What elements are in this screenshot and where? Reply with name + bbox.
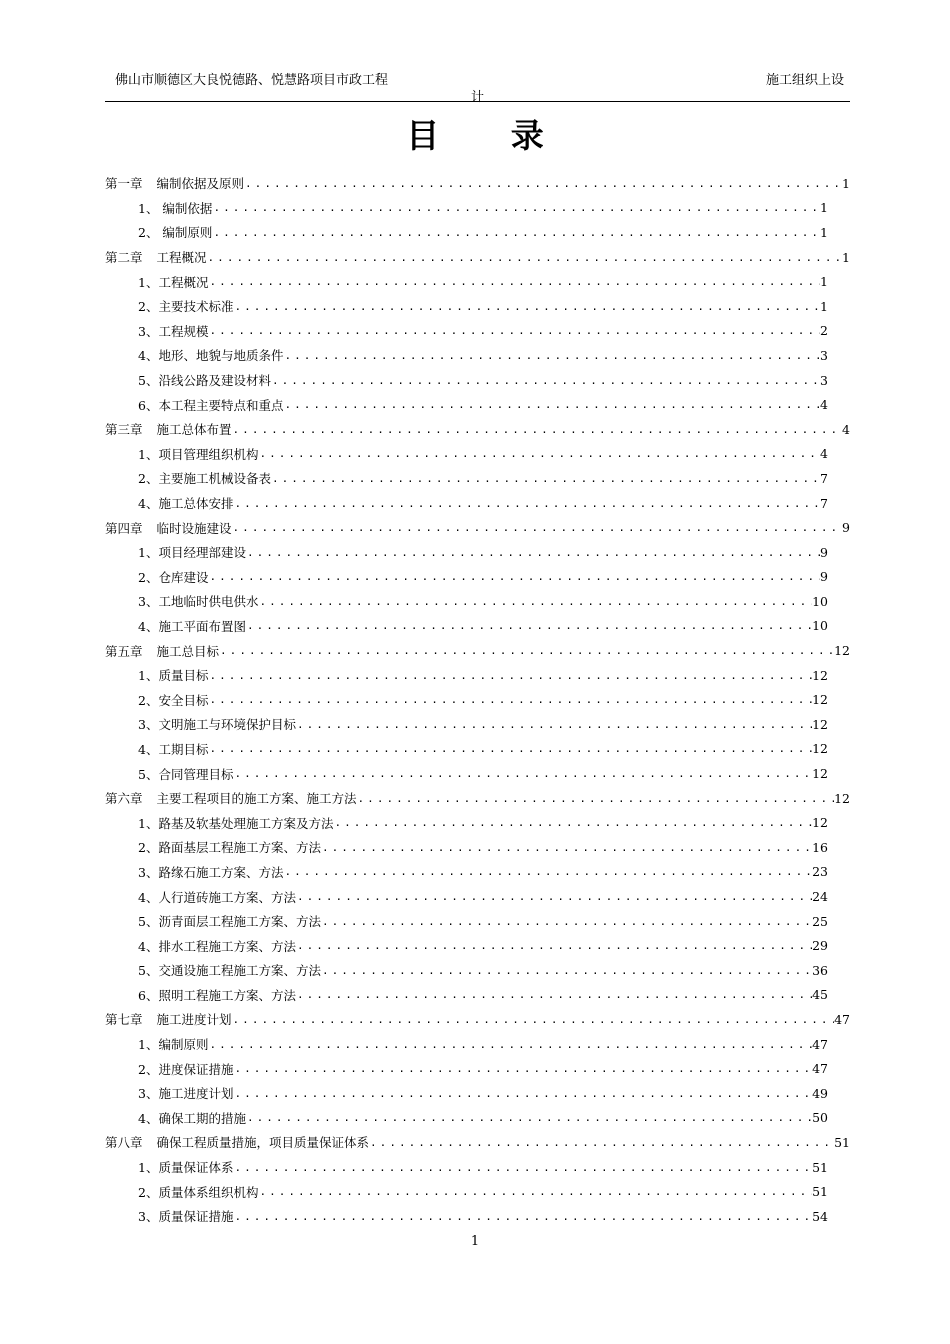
toc-page-number: 54 (812, 1208, 828, 1224)
toc-page-number: 12 (812, 692, 828, 708)
toc-page-number: 4 (820, 446, 828, 462)
toc-section-entry[interactable] (105, 1081, 850, 1106)
toc-page-number: 25 (812, 913, 828, 929)
toc-section-entry[interactable] (105, 1032, 850, 1057)
toc-entry-label (105, 420, 232, 438)
toc-entry-text: 2、主要施工机械设备表 (138, 471, 271, 487)
toc-page-number: 45 (812, 987, 828, 1003)
toc-page-number: 10 (812, 618, 828, 634)
toc-entry-label (138, 592, 258, 610)
toc-section-entry[interactable] (105, 319, 850, 344)
toc-section-entry[interactable] (105, 1056, 850, 1081)
toc-entry-text: 1、项目管理组织机构 (138, 446, 259, 462)
toc-page-number: 7 (820, 495, 828, 511)
toc-section-entry[interactable] (105, 663, 850, 688)
toc-section-entry[interactable] (105, 466, 850, 491)
toc-dot-leader (208, 742, 812, 755)
toc-entry-text: 4、地形、地貌与地质条件 (138, 348, 284, 364)
toc-entry-label (138, 1060, 233, 1078)
toc-entry-label (138, 543, 246, 561)
toc-chapter-number: 第三章 (105, 422, 143, 438)
toc-chapter-number: 第一章 (105, 176, 143, 192)
toc-section-entry[interactable] (105, 343, 850, 368)
toc-chapter-number: 第八章 (105, 1135, 143, 1151)
toc-dot-leader (233, 497, 820, 510)
toc-dot-leader (296, 939, 812, 952)
toc-entry-text: 1、编制原则 (138, 1037, 209, 1053)
toc-page-number: 16 (812, 839, 828, 855)
toc-entry-label (138, 715, 296, 733)
toc-entry-text: 编制依据及原则 (156, 176, 245, 192)
toc-entry-text: 5、沿线公路及建设材料 (138, 373, 271, 389)
toc-entry-text: 1、路基及软基处理施工方案及方法 (138, 815, 334, 831)
toc-section-entry[interactable] (105, 884, 850, 909)
toc-dot-leader (208, 1038, 812, 1051)
toc-entry-text: 确保工程质量措施，项目质量保证体系 (156, 1135, 370, 1151)
toc-entry-label (105, 174, 244, 192)
toc-entry-text: 2、路面基层工程施工方案、方法 (138, 840, 321, 856)
toc-section-entry[interactable] (105, 958, 850, 983)
toc-entry-label (105, 248, 207, 266)
toc-entry-label (138, 396, 283, 414)
toc-page-number: 23 (812, 864, 828, 880)
toc-entry-label (138, 666, 208, 684)
toc-dot-leader (207, 251, 843, 264)
toc-dot-leader (296, 988, 812, 1001)
toc-dot-leader (208, 570, 820, 583)
toc-page-number: 1 (820, 274, 828, 290)
toc-entry-label (138, 273, 208, 291)
toc-section-entry[interactable] (105, 540, 850, 565)
toc-section-entry[interactable] (105, 687, 850, 712)
toc-dot-leader (208, 669, 812, 682)
toc-section-entry[interactable] (105, 589, 850, 614)
toc-page-number: 1 (820, 200, 828, 216)
toc-entry-text: 2、质量体系组织机构 (138, 1184, 259, 1200)
toc-section-entry[interactable] (105, 614, 850, 639)
toc-page-number: 50 (812, 1110, 828, 1126)
toc-section-entry[interactable] (105, 1106, 850, 1131)
toc-entry-text: 2、主要技术标准 (138, 299, 234, 315)
toc-page-number: 12 (812, 741, 828, 757)
toc-page-number: 12 (812, 766, 828, 782)
toc-dot-leader (271, 374, 820, 387)
toc-entry-label (138, 617, 246, 635)
toc-dot-leader (283, 865, 812, 878)
toc-entry-text: 工程概况 (156, 250, 207, 266)
table-of-contents (105, 171, 850, 1229)
toc-entry-text: 6、照明工程施工方案、方法 (138, 987, 296, 1003)
toc-entry-label (138, 765, 233, 783)
toc-entry-text: 2、安全目标 (138, 692, 209, 708)
toc-entry-label (138, 445, 258, 463)
toc-entry-text: 4、人行道砖施工方案、方法 (138, 889, 296, 905)
toc-entry-text: 主要工程项目的施工方案、施工方法 (156, 791, 357, 807)
toc-dot-leader (233, 1062, 812, 1075)
toc-dot-leader (232, 1013, 835, 1026)
toc-dot-leader (321, 964, 812, 977)
toc-entry-text: 临时设施建设 (156, 520, 232, 536)
toc-page-number: 12 (834, 643, 850, 659)
toc-page-number: 3 (820, 372, 828, 388)
toc-dot-leader (233, 1161, 812, 1174)
toc-entry-text: 4、施工总体安排 (138, 496, 234, 512)
toc-entry-label (138, 888, 296, 906)
toc-section-entry[interactable] (105, 392, 850, 417)
toc-dot-leader (296, 718, 812, 731)
toc-entry-text: 1、质量保证体系 (138, 1160, 234, 1176)
toc-section-entry[interactable] (105, 983, 850, 1008)
toc-entry-label (138, 961, 321, 979)
toc-page-number: 9 (820, 544, 828, 560)
toc-section-entry[interactable] (105, 368, 850, 393)
toc-section-entry[interactable] (105, 909, 850, 934)
toc-entry-label (138, 371, 271, 389)
toc-entry-label (105, 519, 232, 537)
toc-page-number: 7 (820, 470, 828, 486)
toc-page-number: 12 (834, 790, 850, 806)
toc-entry-label (138, 223, 212, 241)
toc-entry-label (138, 1109, 246, 1127)
toc-entry-label (138, 1183, 258, 1201)
toc-page-number: 1 (820, 224, 828, 240)
toc-dot-leader (283, 349, 820, 362)
toc-chapter-number: 第四章 (105, 520, 143, 536)
toc-entry-label (138, 863, 283, 881)
toc-page-number: 51 (812, 1184, 828, 1200)
toc-section-entry[interactable] (105, 1179, 850, 1204)
toc-entry-text: 3、工程规模 (138, 323, 209, 339)
toc-entry-label (138, 568, 208, 586)
toc-section-entry[interactable] (105, 442, 850, 467)
toc-section-entry[interactable] (105, 1155, 850, 1180)
toc-entry-text: 2、 编制原则 (138, 225, 213, 241)
toc-entry-text: 3、施工进度计划 (138, 1086, 234, 1102)
toc-section-entry[interactable] (105, 933, 850, 958)
toc-section-entry[interactable] (105, 220, 850, 245)
toc-dot-leader (258, 447, 820, 460)
toc-page-number: 51 (812, 1159, 828, 1175)
toc-entry-label (138, 1084, 233, 1102)
toc-dot-leader (208, 324, 820, 337)
toc-section-entry[interactable] (105, 737, 850, 762)
toc-dot-leader (357, 792, 835, 805)
toc-dot-leader (321, 915, 812, 928)
toc-entry-text: 4、施工平面布置图 (138, 618, 246, 634)
toc-dot-leader (246, 546, 820, 559)
toc-entry-text: 4、排水工程施工方案、方法 (138, 938, 296, 954)
toc-page-number: 4 (842, 421, 850, 437)
toc-dot-leader (258, 595, 812, 608)
toc-page-number: 4 (820, 397, 828, 413)
page-title: 目 录 (406, 116, 574, 155)
toc-chapter-number: 第五章 (105, 643, 143, 659)
toc-dot-leader (296, 890, 812, 903)
toc-dot-leader (233, 767, 812, 780)
toc-dot-leader (212, 226, 820, 239)
toc-entry-text: 1、 编制依据 (138, 200, 213, 216)
toc-section-entry[interactable] (105, 196, 850, 221)
toc-entry-text: 1、质量目标 (138, 668, 209, 684)
header-document-type: 施工组织上设 (765, 73, 844, 88)
toc-entry-text: 5、合同管理目标 (138, 766, 234, 782)
toc-section-entry[interactable] (105, 491, 850, 516)
toc-entry-label (105, 1133, 369, 1151)
toc-page-number: 47 (834, 1011, 850, 1027)
toc-entry-text: 3、质量保证措施 (138, 1209, 234, 1225)
toc-entry-label (138, 346, 283, 364)
toc-dot-leader (219, 644, 834, 657)
toc-entry-label (138, 986, 296, 1004)
toc-dot-leader (258, 1185, 812, 1198)
toc-dot-leader (246, 1111, 812, 1124)
toc-page-number: 10 (812, 593, 828, 609)
toc-dot-leader (233, 1087, 812, 1100)
toc-dot-leader (208, 275, 820, 288)
toc-chapter-entry[interactable] (105, 786, 850, 811)
header-divider (105, 101, 850, 102)
toc-entry-text: 3、工地临时供电供水 (138, 594, 259, 610)
toc-chapter-entry[interactable] (105, 417, 850, 442)
toc-entry-label (138, 469, 271, 487)
toc-dot-leader (232, 521, 843, 534)
toc-dot-leader (283, 398, 820, 411)
toc-page-number: 1 (842, 175, 850, 191)
toc-page-number: 12 (812, 667, 828, 683)
toc-entry-label (138, 912, 321, 930)
toc-chapter-entry[interactable] (105, 171, 850, 196)
toc-chapter-number: 第六章 (105, 791, 143, 807)
toc-section-entry[interactable] (105, 1204, 850, 1229)
toc-section-entry[interactable] (105, 835, 850, 860)
toc-entry-text: 5、交通设施工程施工方案、方法 (138, 963, 321, 979)
toc-entry-label (105, 1010, 232, 1028)
toc-entry-label (138, 1158, 233, 1176)
toc-dot-leader (232, 423, 843, 436)
toc-page-number: 51 (834, 1134, 850, 1150)
toc-page-number: 29 (812, 938, 828, 954)
toc-entry-label (105, 789, 357, 807)
page-number: 1 (470, 1234, 480, 1249)
toc-entry-label (138, 937, 296, 955)
toc-dot-leader (246, 619, 812, 632)
page-header (105, 66, 850, 105)
toc-section-entry[interactable] (105, 269, 850, 294)
toc-page-number: 12 (812, 716, 828, 732)
toc-chapter-entry[interactable] (105, 638, 850, 663)
toc-page-number: 24 (812, 889, 828, 905)
toc-entry-text: 2、进度保证措施 (138, 1061, 234, 1077)
header-project-title: 佛山市顺德区大良悦德路、悦慧路项目市政工程 (115, 73, 389, 88)
toc-chapter-number: 第二章 (105, 250, 143, 266)
toc-entry-label (138, 740, 208, 758)
toc-section-entry[interactable] (105, 761, 850, 786)
toc-dot-leader (233, 300, 820, 313)
toc-entry-label (105, 642, 219, 660)
toc-dot-leader (271, 472, 820, 485)
toc-section-entry[interactable] (105, 810, 850, 835)
toc-section-entry[interactable] (105, 860, 850, 885)
toc-section-entry[interactable] (105, 565, 850, 590)
toc-entry-label (138, 691, 208, 709)
toc-page-number: 1 (842, 249, 850, 265)
toc-entry-text: 3、文明施工与环境保护目标 (138, 717, 296, 733)
toc-dot-leader (333, 816, 812, 829)
toc-entry-text: 5、沥青面层工程施工方案、方法 (138, 914, 321, 930)
toc-entry-text: 1、项目经理部建设 (138, 545, 246, 561)
toc-entry-text: 施工总目标 (156, 643, 220, 659)
toc-entry-text: 4、确保工期的措施 (138, 1110, 246, 1126)
toc-dot-leader (208, 693, 812, 706)
toc-page-number: 1 (820, 298, 828, 314)
toc-chapter-entry[interactable] (105, 1007, 850, 1032)
toc-dot-leader (321, 841, 812, 854)
toc-section-entry[interactable] (105, 294, 850, 319)
toc-entry-label (138, 199, 212, 217)
toc-page-number: 47 (812, 1061, 828, 1077)
toc-page-number: 36 (812, 962, 828, 978)
toc-page-number: 9 (820, 569, 828, 585)
toc-entry-label (138, 838, 321, 856)
toc-dot-leader (212, 201, 820, 214)
toc-page-number: 47 (812, 1036, 828, 1052)
toc-page-number: 12 (812, 815, 828, 831)
toc-entry-text: 2、仓库建设 (138, 569, 209, 585)
toc-entry-text: 1、工程概况 (138, 274, 209, 290)
toc-page-number: 49 (812, 1085, 828, 1101)
toc-entry-label (138, 1035, 208, 1053)
toc-dot-leader (244, 177, 842, 190)
header-continuation: 计 (471, 90, 485, 105)
toc-chapter-entry[interactable] (105, 1130, 850, 1155)
toc-chapter-entry[interactable] (105, 515, 850, 540)
toc-page-number: 9 (842, 520, 850, 536)
toc-chapter-entry[interactable] (105, 245, 850, 270)
toc-chapter-number: 第七章 (105, 1012, 143, 1028)
toc-entry-label (138, 297, 233, 315)
toc-page-number: 3 (820, 347, 828, 363)
toc-page-number: 2 (820, 323, 828, 339)
toc-entry-label (138, 814, 333, 832)
toc-entry-label (138, 494, 233, 512)
toc-entry-text: 施工总体布置 (156, 422, 232, 438)
toc-entry-label (138, 1207, 233, 1225)
toc-entry-text: 3、路缘石施工方案、方法 (138, 864, 284, 880)
toc-section-entry[interactable] (105, 712, 850, 737)
toc-entry-text: 4、工期目标 (138, 741, 209, 757)
toc-entry-text: 施工进度计划 (156, 1012, 232, 1028)
toc-dot-leader (233, 1210, 812, 1223)
toc-dot-leader (369, 1136, 834, 1149)
toc-entry-label (138, 322, 208, 340)
toc-entry-text: 6、本工程主要特点和重点 (138, 397, 284, 413)
